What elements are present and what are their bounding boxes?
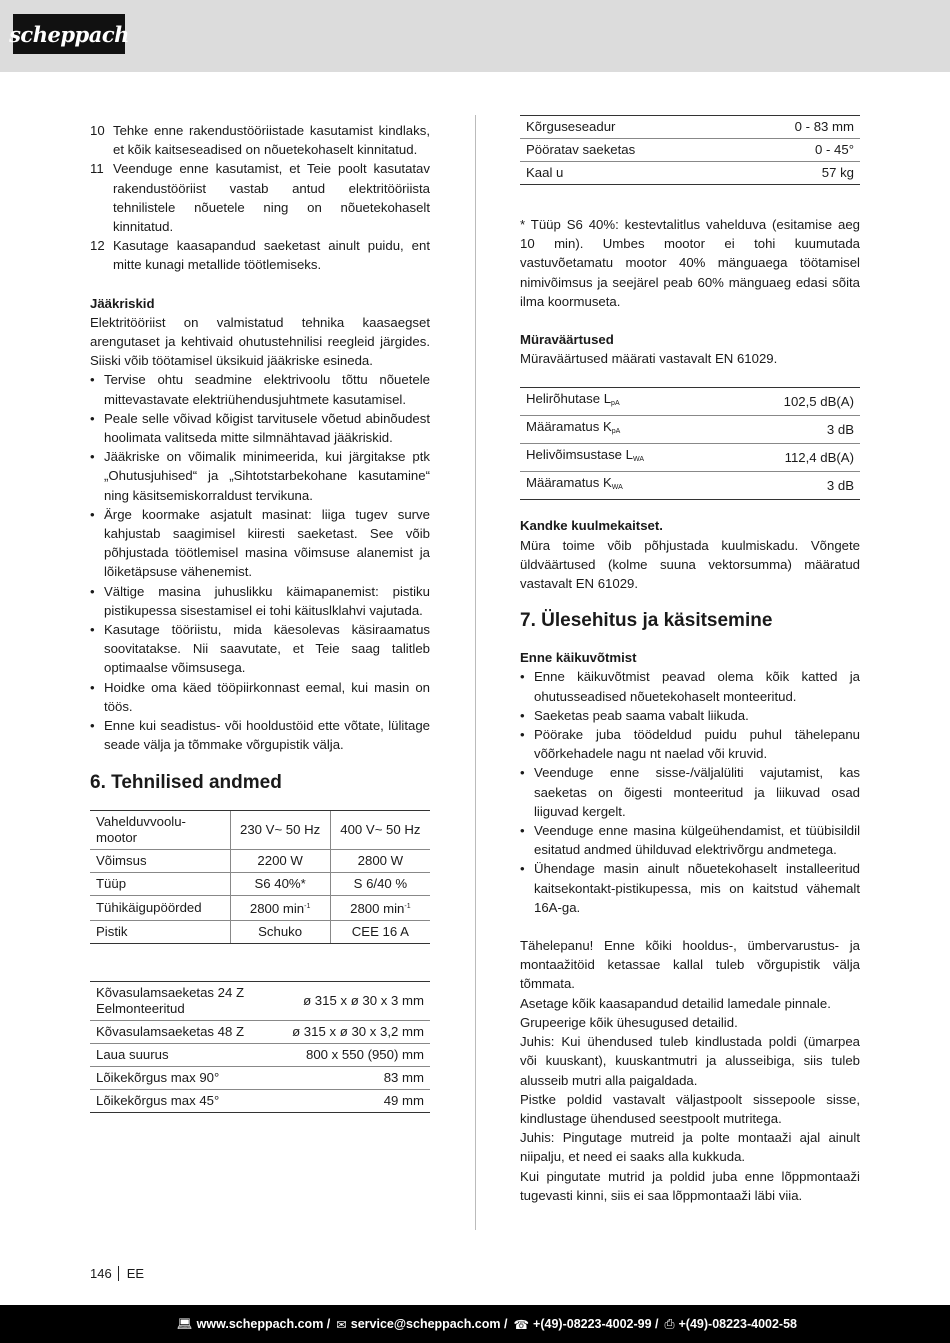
footer-bar xyxy=(0,1305,950,1343)
table-cell: ø 315 x ø 30 x 3 mm xyxy=(270,981,430,1020)
email-icon: ✉︎ xyxy=(336,1317,347,1332)
noise-label: Helirõhutase L xyxy=(526,391,612,407)
duty-cycle-footnote: * Tüüp S6 40%: kestevtalitlus vahelduva (esitamise aeg 10 min). Umbes mootor ei tohi kuumutada vastuvõetamatu mootor 40% mänguaega töötamisel nimivõimsus ja seejärel peab 60% mänguaeg edasi sõita ilma koormuseta. xyxy=(520,217,860,309)
item-number: 12 xyxy=(90,238,105,254)
tech-data-table xyxy=(90,810,430,944)
header-bar xyxy=(0,0,950,72)
table-cell: 83 mm xyxy=(270,1066,430,1089)
table-cell: S6 40%* xyxy=(230,872,330,895)
table-row xyxy=(520,139,860,162)
table-cell: 57 kg xyxy=(734,162,860,185)
list-item: • Kasutage tööriistu, mida käesolevas käsiraamatus soovitatakse. Nii saavutate, et Teie saag talitleb optimaalse võimsusega. xyxy=(90,620,430,678)
table-cell: 0 - 83 mm xyxy=(734,116,860,139)
table-row xyxy=(90,1020,430,1043)
table-cell xyxy=(330,895,430,920)
table-cell: Tüüp xyxy=(90,872,230,895)
item-text: Kasutage kaasapandud saeketast ainult puidu, ent mitte kunagi metallide töötlemiseks. xyxy=(113,238,430,273)
table-cell: Lõikekõrgus max 45° xyxy=(90,1089,270,1112)
list-item xyxy=(90,159,430,236)
table-cell: S 6/40 % xyxy=(330,872,430,895)
table-cell: 3 dB xyxy=(728,472,860,500)
bullet-text: Pöörake juba töödeldud puidu puhul tähelepanu võõrkehadele nagu nt naelad või kruvid. xyxy=(534,727,860,762)
paragraph: Kui pingutate mutrid ja poldid juba enne lõppmontaaži tugevasti kinni, siis ei saa lõppmontaaži läbi viia. xyxy=(520,1168,860,1203)
list-item xyxy=(90,121,430,159)
table-cell: 800 x 550 (950) mm xyxy=(270,1043,430,1066)
table-cell: Laua suurus xyxy=(90,1043,270,1066)
table-cell xyxy=(520,472,728,500)
paragraph: Asetage kõik kaasapandud detailid lamedale pinnale. xyxy=(520,995,831,1011)
list-item: • Tervise ohtu seadmine elektrivoolu tõttu nõuetele mittevastavate elektriühendusjuhtmete kasutamisel. xyxy=(90,370,430,408)
blade-spec-table xyxy=(90,981,430,1113)
page-number xyxy=(90,1266,144,1281)
table-cell: Kaal u xyxy=(520,162,734,185)
noise-subscript: WA xyxy=(633,456,645,464)
list-item xyxy=(90,236,430,274)
phone-icon: ☎︎ xyxy=(513,1317,530,1332)
hearing-protection-text: Müra toime võib põhjustada kuulmiskadu. Võngete üldväärtused (kolme suuna vektorsumma) määratud vastavalt EN 61029. xyxy=(520,537,860,592)
list-item: • Ühendage masin ainult nõuetekohaselt installeeritud kaitsekontakt-pistikupessa, mis on kaitstud vähemalt 16A-ga. xyxy=(520,859,860,917)
table-cell: 102,5 dB(A) xyxy=(728,388,860,416)
table-row xyxy=(520,388,860,416)
table-row xyxy=(520,444,860,472)
list-item: • Vältige masina juhuslikku käimapanemist: pistiku pistikupessa sisestamisel ei tohi käituslklahvi vajutada. xyxy=(90,582,430,620)
noise-subscript: pA xyxy=(611,428,621,436)
rpm-exponent: -1 xyxy=(304,902,311,910)
hearing-protection-heading: Kandke kuulmekaitset. xyxy=(520,518,663,534)
table-cell: 230 V~ 50 Hz xyxy=(230,810,330,849)
noise-heading: Müraväärtused xyxy=(520,332,614,348)
residual-risks-heading: Jääkriskid xyxy=(90,295,155,311)
table-row xyxy=(520,116,860,139)
bullet-text: Jääkriske on võimalik minimeerida, kui järgitakse ptk „Ohutusjuhised“ ja „Sihtotstarbekohane kasutamine“ ning käsitsemiskorraldust tervikuna. xyxy=(104,449,430,503)
bullet-text: Ärge koormake asjatult masinat: liiga tugev surve kahjustab saagimisel kiiresti saeketast. See võib põhjustada töötlemisel masina võimsuse alanemist ja lõiketäpsuse vähenemist. xyxy=(104,506,430,580)
noise-subscript: WA xyxy=(611,484,623,492)
bullet-text: Enne kui seadistus- või hooldustöid ette võtate, lülitage seade välja ja tõmmake võrgupistik välja. xyxy=(104,718,430,753)
logo-text: scheppach xyxy=(9,21,129,47)
table-row xyxy=(90,1043,430,1066)
bullet-text: Tervise ohtu seadmine elektrivoolu tõttu nõuetele mittevastavate elektriühendusjuhtmete kasutamisel. xyxy=(104,372,430,407)
table-cell: 2200 W xyxy=(230,849,330,872)
table-cell: Vahelduvvoolu-mootor xyxy=(90,810,230,849)
table-row xyxy=(90,872,430,895)
bullet-text: Veenduge enne sisse-/väljalüliti vajutamist, kas saeketas on õigesti monteeritud ja liikuvad osad liiguvad kergelt. xyxy=(534,765,860,819)
machine-spec-table xyxy=(520,115,860,185)
table-cell xyxy=(230,895,330,920)
residual-risks-intro: Elektritööriist on valmistatud tehnika kaasaegset arengutaset ja kehtivaid ohutustehnilisi reegleid järgides. Siiski võib töötamisel üksikuid jääkriske esineda. xyxy=(90,314,430,369)
list-item: • Veenduge enne masina külgeühendamist, et tüübisildil esitatud andmed ühilduvad elektrivõrgu andmetega. xyxy=(520,821,860,859)
rpm-value: 2800 min xyxy=(249,900,305,916)
before-startup-list xyxy=(520,667,860,917)
table-cell: Kõrguseseadur xyxy=(520,116,734,139)
language-code: EE xyxy=(126,1266,145,1281)
table-row xyxy=(90,920,430,943)
table-row xyxy=(520,472,860,500)
bullet-text: Hoidke oma käed tööpiirkonnast eemal, kui masin on töös. xyxy=(104,679,430,714)
table-cell: 112,4 dB(A) xyxy=(728,444,860,472)
footer-phone: +(49)-08223-4002-99 / xyxy=(533,1317,659,1331)
left-column xyxy=(90,121,430,1113)
table-row xyxy=(520,162,860,185)
table-row xyxy=(90,1066,430,1089)
page-number-value: 146 xyxy=(90,1266,112,1281)
item-number: 11 xyxy=(90,161,104,177)
table-cell xyxy=(520,388,728,416)
table-row xyxy=(90,810,430,849)
footer-website[interactable]: www.scheppach.com / xyxy=(196,1317,331,1331)
column-divider xyxy=(475,115,476,1230)
table-cell: Võimsus xyxy=(90,849,230,872)
list-item: • Ärge koormake asjatult masinat: liiga tugev surve kahjustab saagimisel kiiresti saeketast. See võib põhjustada töötlemisel masina võimsuse alanemist ja lõiketäpsuse vähenemist. xyxy=(90,505,430,582)
noise-label: Määramatus K xyxy=(526,475,612,491)
list-item: • Jääkriske on võimalik minimeerida, kui järgitakse ptk „Ohutusjuhised“ ja „Sihtotstarbekohane kasutamine“ ning käsitsemiskorraldust tervikuna. xyxy=(90,447,430,505)
table-cell: 2800 W xyxy=(330,849,430,872)
table-row xyxy=(90,849,430,872)
paragraph: Juhis: Kui ühendused tuleb kindlustada poldi (ümarpea või kuuskant), kuuskantmutri ja alusseibiga, siis tuleb alusseib mutri alla paigaldada. xyxy=(520,1034,860,1088)
footer-email[interactable]: service@scheppach.com / xyxy=(350,1317,508,1331)
list-item: • Enne kui seadistus- või hooldustöid ette võtate, lülitage seade välja ja tõmmake võrgupistik välja. xyxy=(90,716,430,754)
paragraph: Pistke poldid vastavalt väljastpoolt sissepoole sisse, kindlustage ühendused seestpoolt mutritega. xyxy=(520,1091,860,1126)
table-row xyxy=(520,416,860,444)
item-number: 10 xyxy=(90,123,105,138)
table-cell: Schuko xyxy=(230,920,330,943)
noise-label: Helivõimsustase L xyxy=(526,447,634,463)
list-item: • Peale selle võivad kõigist tarvitusele võetud abinõudest hoolimata valitseda mitte silmnähtavad jääkriskid. xyxy=(90,409,430,447)
table-cell: Kõvasulamsaeketas 48 Z xyxy=(90,1020,270,1043)
computer-icon: 💻︎ xyxy=(176,1316,193,1331)
list-item: • Veenduge enne sisse-/väljalüliti vajutamist, kas saeketas on õigesti monteeritud ja liikuvad osad liiguvad kergelt. xyxy=(520,763,860,821)
table-cell xyxy=(520,444,728,472)
before-startup-heading: Enne käikuvõtmist xyxy=(520,650,637,666)
table-cell xyxy=(520,416,728,444)
noise-text: Müraväärtused määrati vastavalt EN 61029. xyxy=(520,351,778,367)
bullet-text: Peale selle võivad kõigist tarvitusele võetud abinõudest hoolimata valitseda mitte silmnähtavad jääkriskid. xyxy=(104,410,430,446)
list-item: • Saeketas peab saama vabalt liikuda. xyxy=(520,706,860,725)
table-cell: Kõvasulamsaeketas 24 Z Eelmonteeritud xyxy=(90,981,270,1020)
bullet-text: Kasutage tööriistu, mida käesolevas käsiraamatus soovitatakse. Nii saavutate, et Teie saag talitleb optimaalse võimsusega. xyxy=(104,622,430,676)
table-cell: 400 V~ 50 Hz xyxy=(330,810,430,849)
table-cell: 3 dB xyxy=(728,416,860,444)
table-cell: Pistik xyxy=(90,920,230,943)
table-row xyxy=(90,895,430,920)
fax-icon: ⎙ xyxy=(664,1316,675,1331)
table-cell: Pööratav saeketas xyxy=(520,139,734,162)
section-7-title: 7. Ülesehitus ja käsitsemine xyxy=(520,610,773,632)
item-text: Tehke enne rakendustööriistade kasutamist kindlaks, et kõik kaitseseadised on nõuetekohaselt kinnitatud. xyxy=(113,123,430,158)
bullet-text: Enne käikuvõtmist peavad olema kõik katted ja ohutusseadised nõuetekohaselt monteeritud. xyxy=(534,669,860,704)
noise-label: Määramatus K xyxy=(526,419,612,435)
table-row xyxy=(90,981,430,1020)
section-6-title: 6. Tehnilised andmed xyxy=(90,771,282,793)
rpm-value: 2800 min xyxy=(350,900,405,916)
table-row xyxy=(90,1089,430,1112)
paragraph: Grupeerige kõik ühesugused detailid. xyxy=(520,1014,738,1030)
numbered-list xyxy=(90,121,430,275)
bullet-text: Saeketas peab saama vabalt liikuda. xyxy=(534,707,749,723)
table-cell: ø 315 x ø 30 x 3,2 mm xyxy=(270,1020,430,1043)
table-cell: 49 mm xyxy=(270,1089,430,1112)
bullet-text: Ühendage masin ainult nõuetekohaselt installeeritud kaitsekontakt-pistikupessa, mis on kaitstud vähemalt 16A-ga. xyxy=(534,861,860,915)
table-cell: Tühikäigupöörded xyxy=(90,895,230,920)
footer-fax: +(49)-08223-4002-58 xyxy=(678,1317,797,1331)
table-cell: Lõikekõrgus max 90° xyxy=(90,1066,270,1089)
paragraph: Juhis: Pingutage mutreid ja polte montaaži ajal ainult niipalju, et need ei saaks alla kukkuda. xyxy=(520,1130,860,1165)
list-item: • Pöörake juba töödeldud puidu puhul tähelepanu võõrkehadele nagu nt naelad või kruvid. xyxy=(520,725,860,763)
table-cell: CEE 16 A xyxy=(330,920,430,943)
paragraph: Tähelepanu! Enne kõiki hooldus-, ümbervarustus- ja montaažitöid ketassae kallal tuleb võrgupistik välja tõmmata. xyxy=(520,938,860,992)
right-column xyxy=(520,115,860,1205)
item-text: Veenduge enne kasutamist, et Teie poolt kasutatav rakendustööriist vastab antud elektritööriista tehnilistele nõuetele ning on nõuetekohaselt kinnitatud. xyxy=(113,161,430,235)
bullet-text: Vältige masina juhuslikku käimapanemist: pistiku pistikupessa sisestamisel ei tohi käituslklahvi vajutada. xyxy=(104,583,430,618)
page-number-divider xyxy=(118,1266,119,1281)
noise-subscript: pA xyxy=(611,400,620,408)
noise-table xyxy=(520,387,860,500)
list-item: • Enne käikuvõtmist peavad olema kõik katted ja ohutusseadised nõuetekohaselt monteeritud. xyxy=(520,667,860,705)
table-cell: 0 - 45° xyxy=(734,139,860,162)
list-item: • Hoidke oma käed tööpiirkonnast eemal, kui masin on töös. xyxy=(90,678,430,716)
brand-logo xyxy=(9,14,129,54)
bullet-text: Veenduge enne masina külgeühendamist, et tüübisildil esitatud andmed ühilduvad elektrivõrgu andmetega. xyxy=(534,823,860,858)
residual-risks-list xyxy=(90,370,430,754)
rpm-exponent: -1 xyxy=(404,902,411,910)
